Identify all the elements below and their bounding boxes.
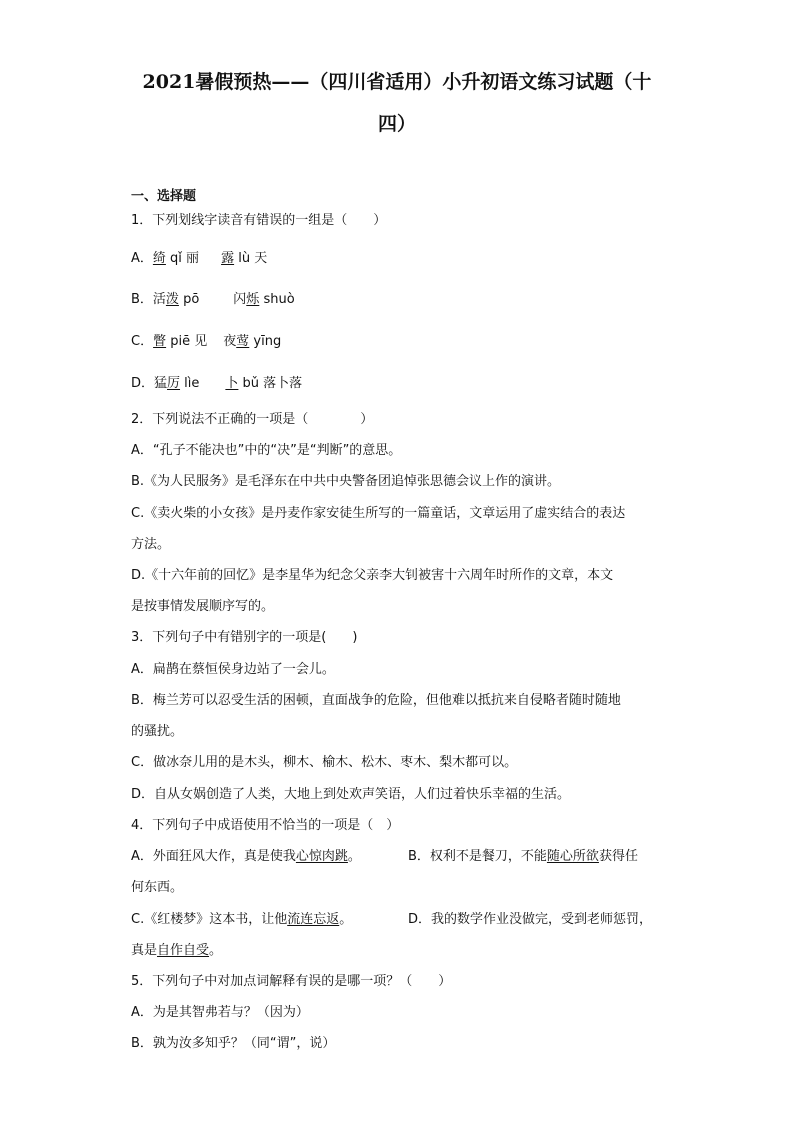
q1-option-a (131, 250, 267, 268)
q4-c-idiom: 流连忘返 (287, 912, 340, 927)
q4-option-d: D．我的数学作业没做完，受到老师惩罚， (408, 912, 653, 927)
q1-b-underlined-2: 烁 (246, 292, 260, 307)
q1-c-prefix: C． (131, 334, 154, 349)
q1-b-pinyin-1: pō (178, 292, 200, 307)
q1-a-underlined-2: 露 (221, 251, 235, 266)
q1-a-pinyin-1: qǐ 丽 (165, 251, 200, 266)
q2-stem: 2．下列说法不正确的一项是（ ） (131, 412, 374, 427)
q2-option-c-line2: 方法。 (131, 537, 171, 552)
q4-option-b (408, 848, 638, 866)
q1-c-pinyin-2: yīng (249, 334, 282, 349)
q4-d-idiom: 自作自受 (157, 943, 210, 958)
q2-option-d-line1: D.《十六年前的回忆》是李星华为纪念父亲李大钊被害十六周年时所作的文章，本文 (131, 568, 614, 583)
q4-option-d-line2 (131, 942, 222, 960)
q1-d-underlined-1: 厉 (167, 376, 181, 391)
q4-c-suffix: 。 (339, 912, 353, 927)
q1-c-underlined-1: 瞥 (153, 334, 167, 349)
q1-c-underlined-2: 莺 (236, 334, 250, 349)
q2-option-b: B.《为人民服务》是毛泽东在中共中央警备团追悼张思德会议上作的演讲。 (131, 474, 561, 489)
q1-b-mid: 闪 (233, 292, 247, 307)
q1-d-pinyin-1: lìe (180, 376, 200, 391)
q2-option-d-line2: 是按事情发展顺序写的。 (131, 599, 275, 614)
q4-d-suffix: 。 (209, 943, 223, 958)
q1-option-d (131, 375, 302, 393)
q1-b-prefix: B．活 (131, 292, 166, 307)
q1-a-prefix: A． (131, 251, 153, 266)
q4-b-prefix: B．权利不是餐刀，不能 (408, 849, 547, 864)
q1-c-pinyin-1: piē 见 (166, 334, 208, 349)
q4-a-idiom: 心惊肉跳 (295, 849, 348, 864)
q1-b-underlined-1: 泼 (165, 292, 179, 307)
document-title-line1: 2021暑假预热——（四川省适用）小升初语文练习试题（十 (142, 71, 652, 93)
q3-option-a: A．扁鹊在蔡恒侯身边站了一会儿。 (131, 662, 335, 677)
q1-d-pinyin-2: bǔ 落卜落 (238, 376, 303, 391)
q1-d-prefix: D．猛 (131, 376, 168, 391)
q4-option-a (131, 848, 361, 866)
q4-b-idiom: 随心所欲 (546, 849, 599, 864)
q5-stem: 5．下列句子中对加点词解释有误的是哪一项？（ ） (131, 974, 452, 989)
q4-stem: 4．下列句子中成语使用不恰当的一项是（ ） (131, 818, 400, 833)
q1-a-underlined-1: 绮 (152, 251, 166, 266)
document-title-line2: 四） (377, 113, 416, 135)
q5-option-b: B．孰为汝多知乎？（同“谓”，说） (131, 1036, 336, 1051)
q1-b-pinyin-2: shuò (259, 292, 295, 307)
q3-option-c: C．做冰奈儿用的是木头，柳木、榆木、松木、枣木、梨木都可以。 (131, 755, 518, 770)
q4-option-b-line2: 何东西。 (131, 880, 184, 895)
q3-option-d: D．自从女娲创造了人类，大地上到处欢声笑语，人们过着快乐幸福的生活。 (131, 787, 571, 802)
q1-option-c (131, 333, 281, 351)
q1-a-pinyin-2: lù 天 (234, 251, 268, 266)
q3-option-b-line2: 的骚扰。 (131, 724, 184, 739)
q4-b-suffix: 获得任 (598, 849, 638, 864)
q1-option-b (131, 291, 295, 309)
q4-d-prefix: 真是 (131, 943, 158, 958)
q4-a-suffix: 。 (347, 849, 361, 864)
q1-d-underlined-2: 卜 (225, 376, 239, 391)
q5-option-a: A．为是其智弗若与？（因为） (131, 1005, 309, 1020)
q4-option-c (131, 911, 352, 929)
q4-c-prefix: C.《红楼梦》这本书，让他 (131, 912, 288, 927)
q3-option-b-line1: B．梅兰芳可以忍受生活的困顿，直面战争的危险，但他难以抵抗来自侵略者随时随地 (131, 693, 621, 708)
section-heading: 一、选择题 (131, 189, 197, 204)
q1-c-mid: 夜 (223, 334, 237, 349)
q4-a-prefix: A．外面狂风大作，真是使我 (131, 849, 296, 864)
q1-stem: 1．下列划线字读音有错误的一组是（ ） (131, 213, 387, 228)
q3-stem: 3．下列句子中有错别字的一项是( ) (131, 630, 358, 645)
q2-option-c-line1: C.《卖火柴的小女孩》是丹麦作家安徒生所写的一篇童话，文章运用了虚实结合的表达 (131, 506, 626, 521)
q2-option-a: A．“孔子不能决也”中的“决”是“判断”的意思。 (131, 443, 402, 458)
